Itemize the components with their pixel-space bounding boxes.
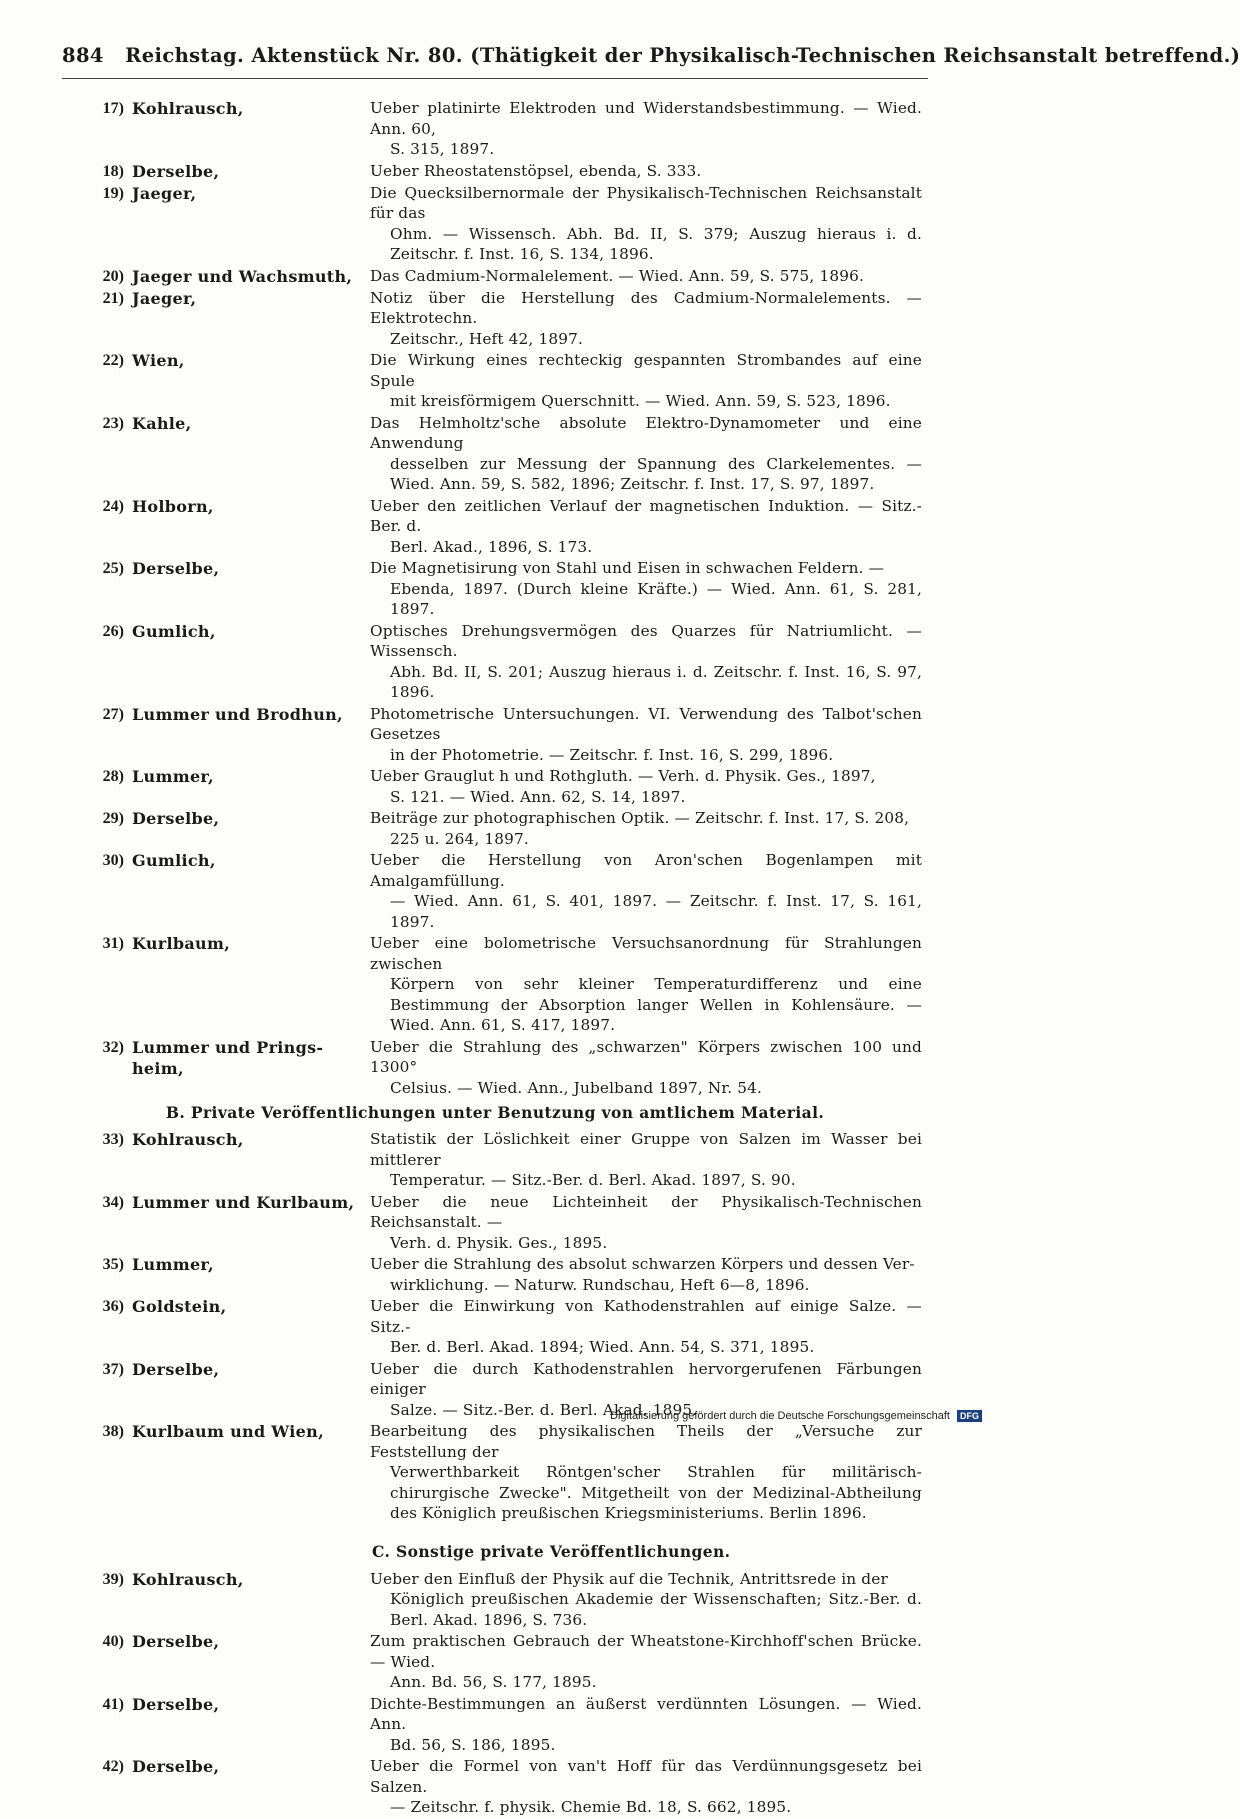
- citation-first-line: Ueber Rheostatenstöpsel, ebenda, S. 333.: [370, 161, 702, 180]
- entry-number: 35): [102, 1256, 124, 1273]
- entry-number: 31): [102, 935, 124, 952]
- citation-continuation: Körpern von sehr kleiner Temperaturdifferenz und eine Bestimmung der Absorption langer Wellen in Kohlensäure. — Wied. Ann. 61, S. 417, 1897.: [390, 975, 922, 1034]
- entry-author-line: Kahle,: [132, 413, 192, 433]
- entry-author: [124, 1421, 370, 1442]
- bibliography-entry: [62, 558, 928, 620]
- citation-continuation: — Wied. Ann. 61, S. 401, 1897. — Zeitschr. f. Inst. 17, S. 161, 1897.: [390, 892, 922, 931]
- citation-first-line: Statistik der Löslichkeit einer Gruppe von Salzen im Wasser bei mittlerer: [370, 1130, 922, 1169]
- bibliography-entry: [62, 1296, 928, 1358]
- citation-first-line: Ueber die Formel von van't Hoff für das Verdünnungsgesetz bei Salzen.: [370, 1757, 922, 1796]
- entry-citation: [370, 1631, 922, 1693]
- entry-author: [124, 808, 370, 829]
- entry-citation: [370, 266, 922, 287]
- entry-number: 27): [102, 705, 124, 723]
- citation-first-line: Ueber die Strahlung des „schwarzen" Körpers zwischen 100 und 1300°: [370, 1037, 922, 1076]
- entry-number: 20): [102, 267, 124, 285]
- citation-first-line: Ueber den Einfluß der Physik auf die Technik, Antrittsrede in der: [370, 1569, 888, 1588]
- footer-text: Digitalisierung gefördert durch die Deutsche Forschungsgemeinschaft: [610, 1410, 950, 1422]
- bibliography-entry: [62, 266, 928, 287]
- citation-first-line: Beiträge zur photographischen Optik. — Zeitschr. f. Inst. 17, S. 208,: [370, 809, 910, 827]
- entry-author: [124, 621, 370, 642]
- entry-author: [124, 1631, 370, 1652]
- entry-citation: [370, 558, 922, 620]
- bibliography-entry: [62, 288, 928, 350]
- entry-number: 34): [102, 1193, 124, 1211]
- citation-first-line: Ueber die neue Lichteinheit der Physikalisch-Technischen Reichsanstalt. —: [370, 1192, 922, 1231]
- citation-continuation: Temperatur. — Sitz.-Ber. d. Berl. Akad. 1897, S. 90.: [390, 1171, 796, 1189]
- entry-author-line: Kohlrausch,: [132, 1130, 244, 1149]
- entry-author-line: Derselbe,: [132, 1757, 220, 1776]
- citation-continuation: 225 u. 264, 1897.: [390, 829, 529, 848]
- citation-first-line: Das Cadmium-Normalelement. — Wied. Ann. 59, S. 575, 1896.: [370, 266, 865, 285]
- entry-author-continuation: heim,: [132, 1058, 184, 1078]
- citation-first-line: Dichte-Bestimmungen an äußerst verdünnten Lösungen. — Wied. Ann.: [370, 1694, 922, 1733]
- entry-author: [124, 1296, 370, 1317]
- entry-author-line: Holborn,: [132, 496, 214, 516]
- citation-first-line: Notiz über die Herstellung des Cadmium-Normalelements. — Elektrotechn.: [370, 288, 922, 327]
- entry-author: [124, 288, 370, 309]
- entry-author: [124, 1037, 370, 1079]
- citation-first-line: Photometrische Untersuchungen. VI. Verwendung des Talbot'schen Gesetzes: [370, 704, 922, 743]
- bibliography-entry: [62, 1631, 928, 1693]
- entry-author-line: Goldstein,: [132, 1297, 227, 1316]
- entry-number: 32): [102, 1038, 124, 1056]
- citation-continuation: Zeitschr., Heft 42, 1897.: [390, 329, 584, 348]
- entry-citation: [370, 1254, 922, 1295]
- dfg-logo: DFG: [957, 1410, 982, 1422]
- entry-author: [124, 933, 370, 954]
- entry-citation: [370, 1037, 922, 1099]
- entry-author: [124, 1694, 370, 1715]
- bibliography-entry: [62, 496, 928, 558]
- entry-citation: [370, 1756, 922, 1818]
- section-c-title: C. Sonstige private Veröffentlichungen.: [372, 1541, 731, 1561]
- section-b-title: B. Private Veröffentlichungen unter Benutzung von amtlichem Material.: [165, 1103, 825, 1122]
- entry-author: [124, 161, 370, 182]
- citation-first-line: Ueber Grauglut h und Rothgluth. — Verh. d. Physik. Ges., 1897,: [370, 767, 876, 785]
- bibliography-entry: [62, 621, 928, 703]
- bibliography-entry: [62, 350, 928, 412]
- entry-author-line: Derselbe,: [132, 1359, 220, 1379]
- citation-continuation: mit kreisförmigem Querschnitt. — Wied. Ann. 59, S. 523, 1896.: [390, 392, 891, 410]
- citation-continuation: Ber. d. Berl. Akad. 1894; Wied. Ann. 54, S. 371, 1895.: [390, 1338, 815, 1356]
- entry-author-line: Gumlich,: [132, 851, 216, 870]
- entry-author: [124, 266, 370, 287]
- entry-number: 24): [102, 497, 124, 515]
- bibliography-entry: [62, 161, 928, 182]
- entry-author: [124, 1254, 370, 1275]
- entry-citation: [370, 413, 922, 495]
- running-head: [62, 44, 1240, 67]
- entry-number: 38): [102, 1423, 124, 1440]
- entry-author-line: Kurlbaum,: [132, 934, 231, 953]
- citation-continuation: Verh. d. Physik. Ges., 1895.: [390, 1233, 608, 1252]
- entry-number: 28): [102, 768, 124, 785]
- entry-author-line: Jaeger,: [132, 183, 197, 203]
- citation-continuation: in der Photometrie. — Zeitschr. f. Inst. 16, S. 299, 1896.: [390, 745, 834, 764]
- entry-author: [124, 1129, 370, 1150]
- citation-continuation: Ebenda, 1897. (Durch kleine Kräfte.) — Wied. Ann. 61, S. 281, 1897.: [390, 579, 922, 618]
- entry-author: [124, 1569, 370, 1590]
- running-title: Reichstag. Aktenstück Nr. 80.: [125, 44, 463, 67]
- entry-citation: [370, 1694, 922, 1756]
- citation-first-line: Die Wirkung eines rechteckig gespannten Strombandes auf eine Spule: [370, 351, 922, 390]
- entry-author-line: Derselbe,: [132, 1632, 220, 1651]
- citation-first-line: Ueber die durch Kathodenstrahlen hervorgerufenen Färbungen einiger: [370, 1359, 922, 1398]
- entry-citation: [370, 350, 922, 412]
- bibliography-entry: [62, 1192, 928, 1254]
- entry-citation: [370, 808, 922, 849]
- entry-citation: [370, 1296, 922, 1358]
- bibliography-entry: [62, 1037, 928, 1099]
- entry-author-line: Wien,: [132, 351, 185, 370]
- citation-continuation: Salze. — Sitz.-Ber. d. Berl. Akad. 1895.: [390, 1400, 698, 1419]
- entry-number: 22): [102, 352, 124, 369]
- citation-continuation: Celsius. — Wied. Ann., Jubelband 1897, Nr. 54.: [390, 1078, 762, 1097]
- entry-citation: [370, 288, 922, 350]
- citation-continuation: — Zeitschr. f. physik. Chemie Bd. 18, S. 662, 1895.: [390, 1798, 792, 1816]
- entry-author: [124, 350, 370, 371]
- entry-citation: [370, 1129, 922, 1191]
- entry-number: 42): [102, 1758, 124, 1775]
- entry-author-line: Kurlbaum und Wien,: [132, 1422, 324, 1441]
- entry-number: 19): [102, 184, 124, 202]
- bibliography-entry: [62, 850, 928, 932]
- entry-number: 17): [102, 100, 124, 117]
- entry-number: 36): [102, 1298, 124, 1315]
- header-rule: [62, 78, 928, 79]
- entry-author-line: Kohlrausch,: [132, 1569, 244, 1589]
- entry-author: [124, 850, 370, 871]
- section-a-list: [62, 98, 928, 1098]
- entry-citation: [370, 1421, 922, 1524]
- bibliography: [62, 98, 928, 1819]
- entry-number: 30): [102, 852, 124, 869]
- citation-first-line: Ueber platinirte Elektroden und Widerstandsbestimmung. — Wied. Ann. 60,: [370, 99, 922, 138]
- entry-author-line: Derselbe,: [132, 809, 220, 828]
- citation-first-line: Ueber die Strahlung des absolut schwarzen Körpers und dessen Ver-: [370, 1255, 915, 1273]
- entry-number: 21): [102, 289, 124, 307]
- citation-continuation: S. 121. — Wied. Ann. 62, S. 14, 1897.: [390, 787, 686, 806]
- footer: [610, 1410, 982, 1422]
- entry-citation: [370, 98, 922, 160]
- entry-citation: [370, 496, 922, 558]
- citation-continuation: S. 315, 1897.: [390, 140, 495, 158]
- entry-citation: [370, 1192, 922, 1254]
- bibliography-entry: [62, 183, 928, 265]
- running-subtitle: (Thätigkeit der Physikalisch-Technischen Reichsanstalt betreffend.): [470, 44, 1240, 67]
- citation-continuation: Ohm. — Wissensch. Abh. Bd. II, S. 379; Auszug hieraus i. d. Zeitschr. f. Inst. 16, S. 134, 1896.: [390, 224, 922, 263]
- entry-author: [124, 98, 370, 119]
- bibliography-entry: [62, 1254, 928, 1295]
- bibliography-entry: [62, 1569, 928, 1631]
- entry-citation: [370, 1569, 922, 1631]
- entry-author: [124, 183, 370, 204]
- bibliography-entry: [62, 933, 928, 1036]
- citation-first-line: Die Quecksilbernormale der Physikalisch-Technischen Reichsanstalt für das: [370, 183, 922, 222]
- citation-first-line: Ueber die Herstellung von Aron'schen Bogenlampen mit Amalgamfüllung.: [370, 851, 922, 890]
- entry-author-line: Lummer,: [132, 1255, 214, 1274]
- entry-author-line: Lummer,: [132, 767, 214, 786]
- entry-author: [124, 704, 370, 725]
- entry-author-line: Derselbe,: [132, 1694, 220, 1714]
- entry-author: [124, 766, 370, 787]
- entry-number: 23): [102, 414, 124, 432]
- citation-continuation: Verwerthbarkeit Röntgen'scher Strahlen für militärisch-chirurgische Zwecke". Mitgetheilt von der Medizinal-Abtheilung des Königlich preußischen Kriegsministeriums. Berlin 1896.: [390, 1463, 922, 1522]
- entry-number: 40): [102, 1633, 124, 1650]
- citation-continuation: Königlich preußischen Akademie der Wissenschaften; Sitz.-Ber. d. Berl. Akad. 1896, S. 736.: [390, 1590, 922, 1629]
- entry-citation: [370, 933, 922, 1036]
- section-b-list: [62, 1129, 928, 1524]
- entry-author-line: Derselbe,: [132, 559, 220, 578]
- bibliography-entry: [62, 1694, 928, 1756]
- entry-number: 33): [102, 1131, 124, 1148]
- entry-author-line: Derselbe,: [132, 161, 220, 181]
- bibliography-entry: [62, 1129, 928, 1191]
- citation-continuation: Ann. Bd. 56, S. 177, 1895.: [390, 1673, 597, 1691]
- citation-continuation: Bd. 56, S. 186, 1895.: [390, 1735, 556, 1754]
- entry-author-line: Gumlich,: [132, 621, 216, 641]
- entry-author-line: Lummer und Brodhun,: [132, 704, 343, 724]
- entry-author: [124, 1192, 370, 1213]
- entry-author: [124, 413, 370, 434]
- entry-number: 39): [102, 1570, 124, 1588]
- entry-number: 18): [102, 162, 124, 180]
- citation-first-line: Ueber eine bolometrische Versuchsanordnung für Strahlungen zwischen: [370, 934, 922, 973]
- citation-first-line: Ueber den zeitlichen Verlauf der magnetischen Induktion. — Sitz.-Ber. d.: [370, 496, 922, 535]
- citation-continuation: desselben zur Messung der Spannung des Clarkelementes. — Wied. Ann. 59, S. 582, 1896; Zeitschr. f. Inst. 17, S. 97, 1897.: [390, 454, 922, 493]
- page-number: 884: [62, 44, 104, 67]
- entry-author: [124, 1756, 370, 1777]
- entry-author-line: Lummer und Prings-: [132, 1037, 324, 1057]
- bibliography-entry: [62, 766, 928, 807]
- entry-citation: [370, 183, 922, 265]
- bibliography-entry: [62, 704, 928, 766]
- entry-author-line: Jaeger,: [132, 288, 197, 308]
- citation-continuation: Abh. Bd. II, S. 201; Auszug hieraus i. d. Zeitschr. f. Inst. 16, S. 97, 1896.: [390, 662, 922, 701]
- section-c-list: [62, 1569, 928, 1818]
- entry-citation: [370, 766, 922, 807]
- bibliography-entry: [62, 413, 928, 495]
- entry-number: 26): [102, 622, 124, 640]
- bibliography-entry: [62, 98, 928, 160]
- entry-author: [124, 496, 370, 517]
- citation-first-line: Zum praktischen Gebrauch der Wheatstone-Kirchhoff'schen Brücke. — Wied.: [370, 1632, 922, 1671]
- bibliography-entry: [62, 808, 928, 849]
- citation-first-line: Optisches Drehungsvermögen des Quarzes für Natriumlicht. — Wissensch.: [370, 621, 922, 660]
- entry-citation: [370, 850, 922, 932]
- citation-first-line: Die Magnetisirung von Stahl und Eisen in schwachen Feldern. —: [370, 559, 885, 577]
- entry-citation: [370, 161, 922, 182]
- entry-number: 41): [102, 1695, 124, 1713]
- entry-citation: [370, 704, 922, 766]
- entry-author: [124, 1359, 370, 1380]
- bibliography-entry: [62, 1756, 928, 1818]
- citation-first-line: Ueber die Einwirkung von Kathodenstrahlen auf einige Salze. — Sitz.-: [370, 1297, 922, 1336]
- bibliography-entry: [62, 1421, 928, 1524]
- entry-author: [124, 558, 370, 579]
- entry-number: 29): [102, 810, 124, 827]
- entry-number: 37): [102, 1360, 124, 1378]
- citation-continuation: Berl. Akad., 1896, S. 173.: [390, 537, 593, 556]
- entry-author-line: Kohlrausch,: [132, 99, 244, 118]
- entry-number: 25): [102, 560, 124, 577]
- citation-continuation: wirklichung. — Naturw. Rundschau, Heft 6—8, 1896.: [390, 1275, 810, 1294]
- entry-author-line: Lummer und Kurlbaum,: [132, 1192, 355, 1212]
- citation-first-line: Das Helmholtz'sche absolute Elektro-Dynamometer und eine Anwendung: [370, 413, 922, 452]
- citation-first-line: Bearbeitung des physikalischen Theils der „Versuche zur Feststellung der: [370, 1422, 922, 1461]
- entry-author-line: Jaeger und Wachsmuth,: [132, 266, 353, 286]
- entry-citation: [370, 621, 922, 703]
